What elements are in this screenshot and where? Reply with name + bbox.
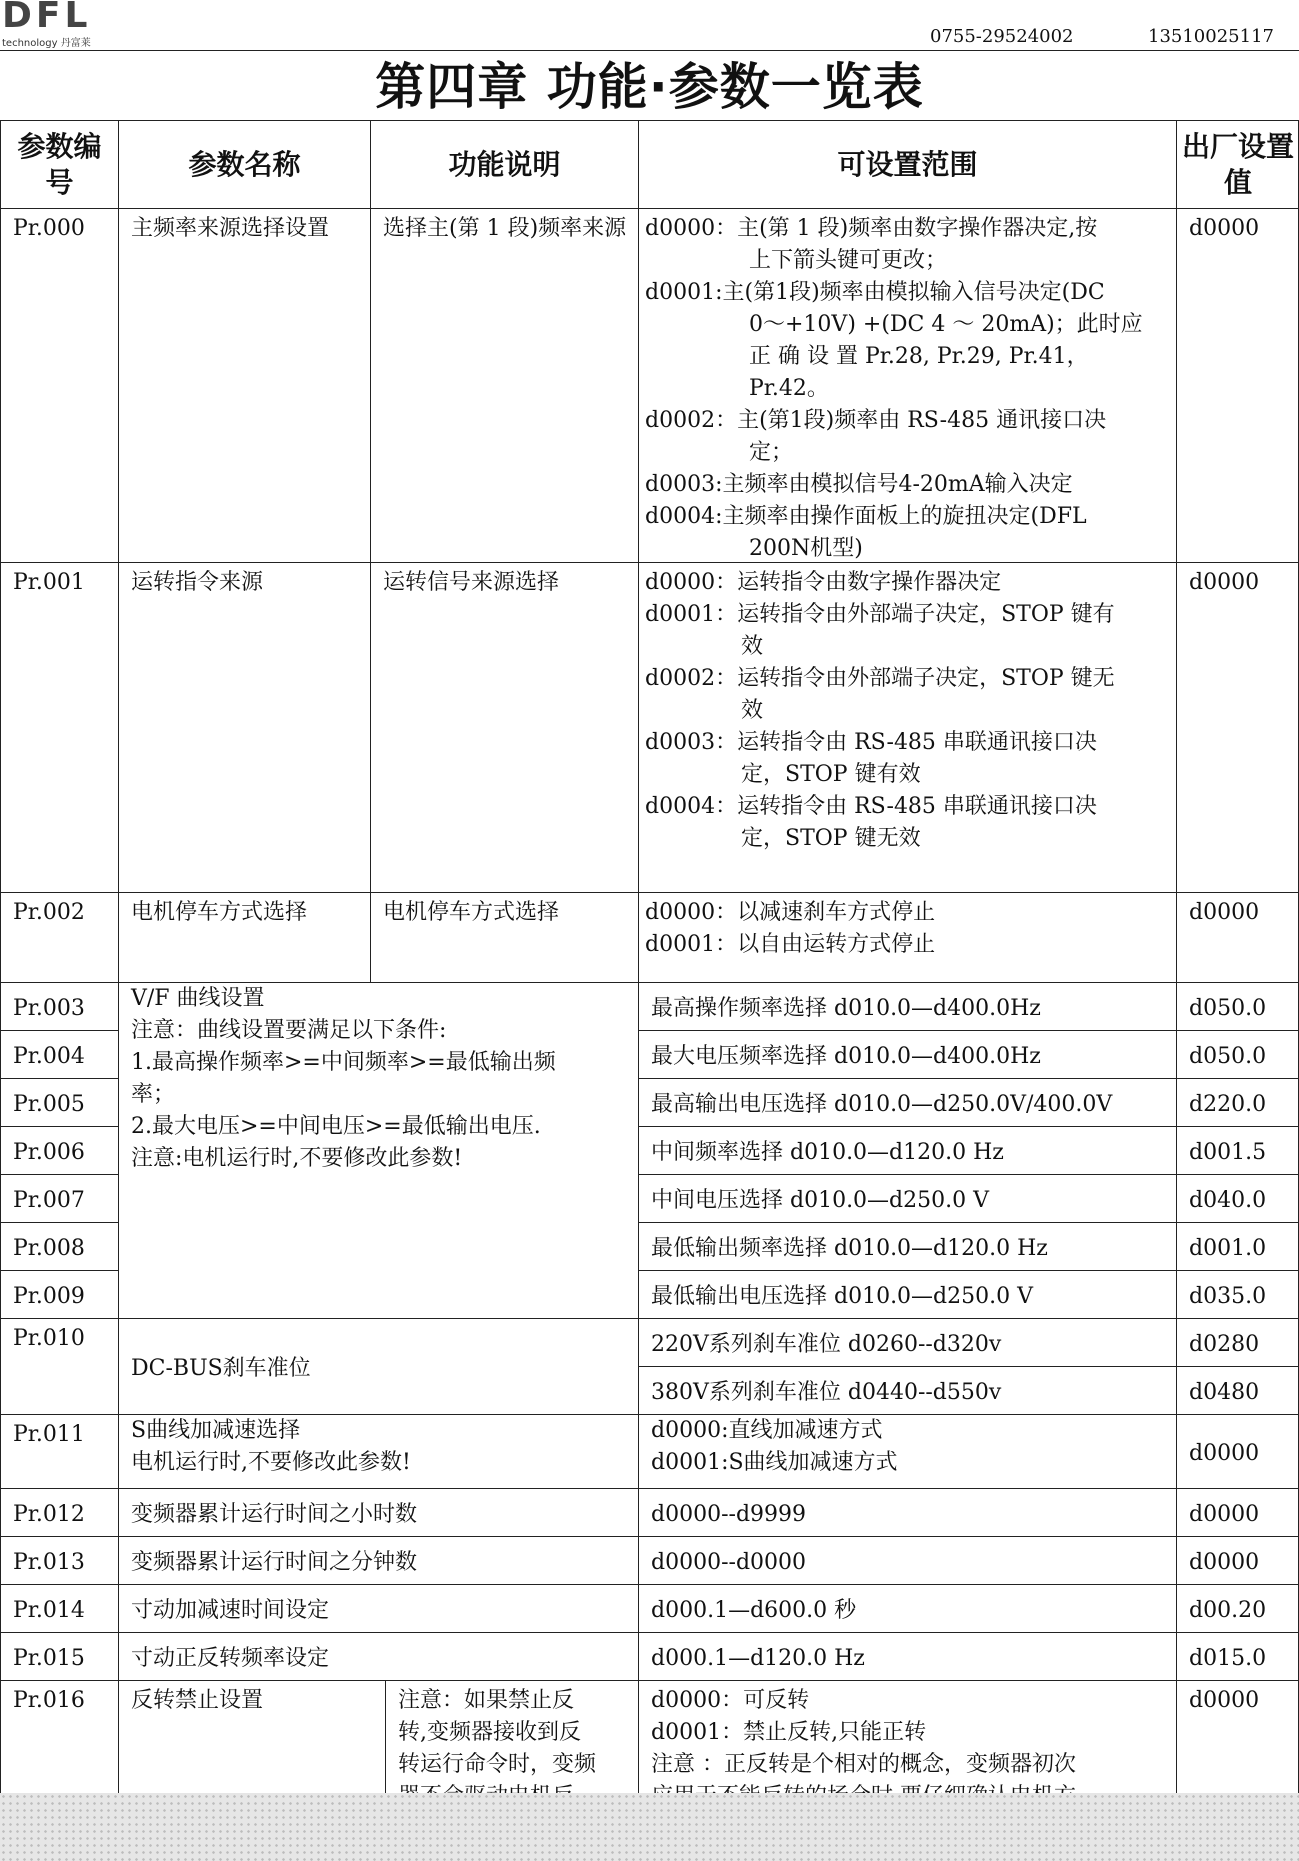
- param-range-cell: [638, 1584, 1176, 1632]
- param-range-line: 注意 ：正反转是个相对的概念，变频器初次: [651, 1752, 1076, 1777]
- param-number-cell: [0, 562, 118, 892]
- param-range-line: d0000：主(第 1 段)频率由数字操作器决定,按: [645, 216, 1098, 241]
- header-contacts: [0, 26, 1299, 48]
- column-header-number: 参数编号: [0, 120, 118, 208]
- param-number: Pr.011: [13, 1422, 85, 1447]
- param-number: Pr.010: [13, 1326, 85, 1351]
- param-range: 最低输出频率选择 d010.0—d120.0 Hz: [651, 1235, 1048, 1261]
- param-range-line: 效: [741, 698, 764, 723]
- param-default: d0000: [1189, 570, 1260, 595]
- param-default: d040.0: [1189, 1187, 1267, 1213]
- param-function: 选择主(第 1 段)频率来源: [383, 216, 627, 241]
- param-range: 中间电压选择 d010.0—d250.0 V: [651, 1187, 990, 1213]
- column-header-function: 功能说明: [370, 120, 638, 208]
- param-function-line: 转运行命令时，变频: [398, 1752, 597, 1777]
- param-default-cell: [1176, 1318, 1299, 1366]
- column-header-name: 参数名称: [118, 120, 370, 208]
- param-note: 电机运行时,不要修改此参数!: [131, 1450, 411, 1475]
- param-default-cell: [1176, 1584, 1299, 1632]
- param-range-line: d0001:主(第1段)频率由模拟输入信号决定(DC: [645, 280, 1105, 305]
- param-name-cell: [118, 1488, 638, 1536]
- param-default-cell: [1176, 1270, 1299, 1318]
- param-range-cell: [638, 1366, 1176, 1414]
- param-range: 中间频率选择 d010.0—d120.0 Hz: [651, 1139, 1004, 1165]
- vf-note-line: 2.最大电压>=中间电压>=最低输出电压.: [131, 1114, 541, 1139]
- param-number-cell: [0, 1584, 118, 1632]
- param-number-cell: [0, 892, 118, 982]
- param-number: Pr.005: [13, 1091, 85, 1117]
- param-number-cell: [0, 1222, 118, 1270]
- param-number: Pr.014: [13, 1597, 85, 1623]
- param-number-cell: [0, 1488, 118, 1536]
- param-name: 寸动正反转频率设定: [131, 1645, 330, 1671]
- page-title: 第四章 功能·参数一览表: [375, 58, 924, 116]
- param-number: Pr.000: [13, 216, 85, 241]
- vf-note-line: 注意:电机运行时,不要修改此参数!: [131, 1146, 463, 1171]
- param-range-line: 正 确 设 置 Pr.28, Pr.29, Pr.41，: [749, 344, 1089, 369]
- param-default: d00.20: [1189, 1597, 1267, 1623]
- param-range: d000.1—d120.0 Hz: [651, 1645, 865, 1671]
- param-range: d000.1—d600.0 秒: [651, 1597, 857, 1623]
- param-name: 寸动加减速时间设定: [131, 1597, 330, 1623]
- param-range-cell: [638, 1270, 1176, 1318]
- param-number: Pr.015: [13, 1645, 85, 1671]
- param-range-cell: [638, 1030, 1176, 1078]
- param-default: d015.0: [1189, 1645, 1267, 1671]
- param-function-cell: [385, 1680, 638, 1800]
- param-range: 380V系列刹车准位 d0440--d550v: [651, 1379, 1002, 1405]
- header-divider: [0, 50, 1299, 51]
- param-name: DC-BUS刹车准位: [131, 1355, 311, 1381]
- param-number: Pr.013: [13, 1549, 85, 1575]
- column-header-default: 出厂设置值: [1176, 120, 1299, 208]
- param-range: 最高操作频率选择 d010.0—d400.0Hz: [651, 995, 1041, 1021]
- param-default-cell: [1176, 1222, 1299, 1270]
- param-default-cell: [1176, 1030, 1299, 1078]
- param-default: d050.0: [1189, 1043, 1267, 1069]
- param-range-line: d0001：禁止反转,只能正转: [651, 1720, 927, 1745]
- param-range-cell: [638, 892, 1176, 982]
- param-function-cell: [370, 892, 638, 982]
- param-number: Pr.004: [13, 1043, 85, 1069]
- param-name-cell: [118, 1414, 638, 1488]
- param-range-line: d0002：运转指令由外部端子决定，STOP 键无: [645, 666, 1115, 691]
- param-range-line: 定；: [749, 440, 794, 465]
- param-range-cell: [638, 1318, 1176, 1366]
- logo-mark: DFL: [2, 0, 92, 36]
- param-number: Pr.007: [13, 1187, 85, 1213]
- param-name-cell: [118, 892, 370, 982]
- param-name: 主频率来源选择设置: [131, 216, 330, 241]
- param-range-cell: [638, 1126, 1176, 1174]
- param-default-cell: [1176, 562, 1299, 892]
- param-default: d0000: [1189, 1440, 1260, 1466]
- param-default-cell: [1176, 982, 1299, 1030]
- param-range-cell: [638, 1536, 1176, 1584]
- param-range-line: d0001:S曲线加减速方式: [651, 1450, 898, 1475]
- param-range-cell: [638, 1174, 1176, 1222]
- param-default: d0000: [1189, 1501, 1260, 1527]
- param-number-cell: [0, 1270, 118, 1318]
- param-name-cell: [118, 1632, 638, 1680]
- param-range: 220V系列刹车准位 d0260--d320v: [651, 1331, 1002, 1357]
- param-number-cell: [0, 982, 118, 1030]
- param-range-line: 定，STOP 键有效: [741, 762, 921, 787]
- param-number: Pr.009: [13, 1283, 85, 1309]
- param-range-cell: [638, 982, 1176, 1030]
- param-name-cell: [118, 1318, 638, 1414]
- param-number: Pr.016: [13, 1688, 85, 1713]
- param-default: d001.0: [1189, 1235, 1267, 1261]
- param-function-cell: [370, 562, 638, 892]
- param-range-cell: [638, 1680, 1176, 1800]
- param-default-cell: [1176, 1536, 1299, 1584]
- param-default-cell: [1176, 1174, 1299, 1222]
- vf-note-line: 注意：曲线设置要满足以下条件:: [131, 1018, 447, 1043]
- param-name: 变频器累计运行时间之小时数: [131, 1501, 418, 1527]
- param-range-line: 上下箭头键可更改；: [749, 248, 948, 273]
- param-number: Pr.002: [13, 900, 85, 925]
- param-default-cell: [1176, 892, 1299, 982]
- param-number-cell: [0, 1126, 118, 1174]
- param-name: 变频器累计运行时间之分钟数: [131, 1549, 418, 1575]
- param-name: 反转禁止设置: [131, 1688, 264, 1713]
- param-function-line: 转,变频器接收到反: [398, 1720, 581, 1745]
- param-range-cell: [638, 562, 1176, 892]
- param-default: d0480: [1189, 1379, 1260, 1405]
- param-number-cell: [0, 1078, 118, 1126]
- param-function-cell: [370, 208, 638, 562]
- vf-note-line: 1.最高操作频率>=中间频率>=最低输出频: [131, 1050, 556, 1075]
- vf-note-line: V/F 曲线设置: [131, 986, 265, 1011]
- param-function: 电机停车方式选择: [383, 900, 560, 925]
- param-range-cell: [638, 1414, 1176, 1488]
- param-number-cell: [0, 1680, 118, 1800]
- param-default-cell: [1176, 1366, 1299, 1414]
- param-name: 运转指令来源: [131, 570, 264, 595]
- param-range-line: d0000：以减速刹车方式停止: [645, 900, 936, 925]
- param-default: d0000: [1189, 900, 1260, 925]
- param-range-line: d0004:主频率由操作面板上的旋扭决定(DFL: [645, 504, 1087, 529]
- param-range: 最大电压频率选择 d010.0—d400.0Hz: [651, 1043, 1041, 1069]
- param-range-cell: [638, 1632, 1176, 1680]
- param-range: 最低输出电压选择 d010.0—d250.0 V: [651, 1283, 1034, 1309]
- param-number-cell: [0, 1414, 118, 1488]
- param-range-line: d0002：主(第1段)频率由 RS-485 通讯接口决: [645, 408, 1107, 433]
- param-number-cell: [0, 208, 118, 562]
- param-default: d0000: [1189, 1549, 1260, 1575]
- param-name-cell: [118, 208, 370, 562]
- param-range-line: d0000:直线加减速方式: [651, 1418, 883, 1443]
- param-default-cell: [1176, 208, 1299, 562]
- param-default: d220.0: [1189, 1091, 1267, 1117]
- param-number: Pr.012: [13, 1501, 85, 1527]
- vf-curve-note-cell: [118, 982, 638, 1318]
- param-range-line: d0000：可反转: [651, 1688, 810, 1713]
- param-range: d0000--d0000: [651, 1549, 807, 1575]
- param-default-cell: [1176, 1488, 1299, 1536]
- param-number-cell: [0, 1318, 118, 1414]
- param-range-cell: [638, 1222, 1176, 1270]
- param-range-line: d0001：运转指令由外部端子决定，STOP 键有: [645, 602, 1115, 627]
- param-name-cell: [118, 1536, 638, 1584]
- param-name: S曲线加减速选择: [131, 1418, 301, 1443]
- param-name-cell: [118, 1584, 638, 1632]
- param-range-line: d0003：运转指令由 RS-485 串联通讯接口决: [645, 730, 1097, 755]
- param-range-line: 定，STOP 键无效: [741, 826, 921, 851]
- param-number-cell: [0, 1174, 118, 1222]
- param-default-cell: [1176, 1414, 1299, 1488]
- phone-number-2: 13510025117: [1148, 26, 1274, 47]
- param-range-line: Pr.42。: [749, 376, 829, 401]
- param-name: 电机停车方式选择: [131, 900, 308, 925]
- param-default-cell: [1176, 1078, 1299, 1126]
- param-number: Pr.001: [13, 570, 85, 595]
- param-number-cell: [0, 1536, 118, 1584]
- page-footer-pattern: [0, 1793, 1299, 1861]
- param-default-cell: [1176, 1126, 1299, 1174]
- column-header-range: 可设置范围: [638, 120, 1176, 208]
- param-range-cell: [638, 1488, 1176, 1536]
- param-default: d050.0: [1189, 995, 1267, 1021]
- param-range: 最高输出电压选择 d010.0—d250.0V/400.0V: [651, 1091, 1113, 1117]
- param-range-cell: [638, 1078, 1176, 1126]
- param-range: d0000--d9999: [651, 1501, 807, 1527]
- phone-number-1: 0755-29524002: [930, 26, 1074, 47]
- param-default: d0280: [1189, 1331, 1260, 1357]
- param-name-cell: [118, 1680, 385, 1800]
- param-default: d001.5: [1189, 1139, 1267, 1165]
- param-name-cell: [118, 562, 370, 892]
- param-range-line: d0004：运转指令由 RS-485 串联通讯接口决: [645, 794, 1097, 819]
- param-range-line: d0001：以自由运转方式停止: [645, 932, 936, 957]
- param-range-cell: [638, 208, 1176, 562]
- param-default: d035.0: [1189, 1283, 1267, 1309]
- param-range-line: d0000：运转指令由数字操作器决定: [645, 570, 1002, 595]
- param-range-line: d0003:主频率由模拟信号4-20mA输入决定: [645, 472, 1073, 497]
- param-default: d0000: [1189, 1688, 1260, 1713]
- param-default-cell: [1176, 1632, 1299, 1680]
- param-function-line: 注意：如果禁止反: [398, 1688, 575, 1713]
- param-number: Pr.008: [13, 1235, 85, 1261]
- param-default: d0000: [1189, 216, 1260, 241]
- param-default-cell: [1176, 1680, 1299, 1800]
- param-function: 运转信号来源选择: [383, 570, 560, 595]
- vf-note-line: 率；: [131, 1082, 176, 1107]
- param-number: Pr.006: [13, 1139, 85, 1165]
- param-range-line: 效: [741, 634, 764, 659]
- param-number-cell: [0, 1632, 118, 1680]
- param-range-line: 0～+10V) +(DC 4 ～ 20mA)；此时应: [749, 312, 1143, 337]
- param-number: Pr.003: [13, 995, 85, 1021]
- logo-subtitle: technology 丹富莱: [2, 38, 91, 49]
- param-range-line: 200N机型): [749, 536, 863, 561]
- param-number-cell: [0, 1030, 118, 1078]
